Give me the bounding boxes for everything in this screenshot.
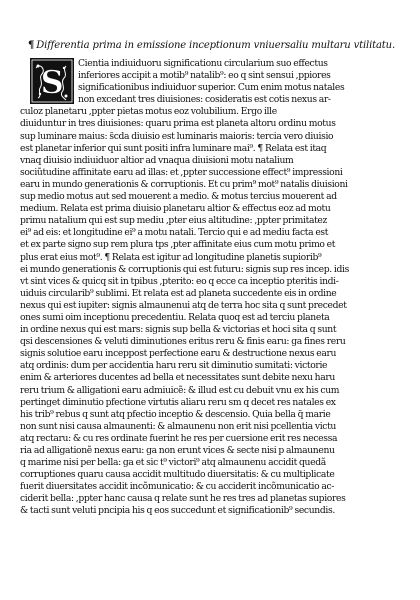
text-line: sup luminare maius: s̃cda diuisio est luminaris maioris: tercia vero diuisio <box>20 130 334 142</box>
text-line: ria ad alligationẽ nexus earu: ga non erunt vices & secte nisi p almaunenu <box>20 445 335 456</box>
text-line: plus erat eius mot⁹. ¶ Relata est igitur ad longitudine planetis supiorib⁹ <box>20 251 322 263</box>
text-line: non excedant tres diuisiones: cosideratis est cotis nexus ar- <box>78 94 331 106</box>
text-line: sup medio motus aut sed mouerent a medio. & motus tercius mouerent ad <box>20 191 337 203</box>
text-line: in ordine nexus qui est mars: signis sup bella & victorias et hoci sita q sunt <box>20 324 337 336</box>
text-line: atq ordinis: dum per accidentia haru reru sit diminutio sumitati: victorie <box>20 360 328 372</box>
text-line: non sunt nisi causa almaunenti: & almaunenu non erit nisi pcellentia victu <box>20 420 337 432</box>
text-line: significationibus indiuiduor superior. Cum enim motus natales <box>78 82 345 94</box>
text-line: earu in mundo generationis & corruptionis. Et cu prim⁹ mot⁹ natalis diuisioni <box>20 178 348 190</box>
initial-letter: S <box>40 63 64 101</box>
text-line: primu natalium qui est sup mediu ,pter eius altitudine: ,ppter primitatez <box>20 215 328 227</box>
paragraph-mark: ¶ <box>28 40 35 51</box>
text-line: ciderit bella: ,ppter hanc causa q relate sunt he res tres ad planetas supiores <box>20 493 346 505</box>
text-line: diuiduntur in tres diuisiones: quaru prima est planeta altoru ordinu motus <box>20 118 336 130</box>
text-line: & tacti sunt veluti pncipia his q eos succedunt et significationib⁹ secundis. <box>20 505 335 517</box>
body-text <box>20 58 396 518</box>
text-line: ones sumi oim inceptionu precedentiu. Relata quoq est ad terciu planeta <box>20 311 330 323</box>
text-line: corruptiones quaru causa accidit multitudo diuersitatis: & cu multiplicate <box>20 469 335 481</box>
text-line: vnaq diuisio indiuiduor altior ad vnaqua diuisioni motu natalium <box>20 154 294 166</box>
text-line: pertinget diminutio pfectione virtutis aliaru reru sm q decet res natales ex <box>20 396 336 408</box>
decorated-initial-icon <box>30 58 74 104</box>
chapter-heading <box>28 40 396 52</box>
text-line: nexus qui est iupiter: signis almaunenui atq de terra hoc sita q sunt precedet <box>20 299 347 311</box>
text-line: atq rectaru: & cu res ordinate fuerint he res per cuersione erit res necessa <box>20 432 338 444</box>
text-line: et ex parte signo sup rem plura tps ,pter affinitate eius cum motu primo et <box>20 239 336 251</box>
text-line: medium. Relata est prima diuisio planetaru altior & effectus eoz ad motu <box>20 203 331 215</box>
decorated-initial <box>30 58 74 104</box>
text-line: uiduis circularib⁹ sublimi. Et relata est ad planeta succedente eis in ordine <box>20 287 337 299</box>
text-line: enim & arteriores ducentes ad bella et necessitates sunt debite nexu haru <box>20 372 335 384</box>
text-line: fuerit diuersitates accidit incõmunicatio: & cu acciderit incõmunicatio ac- <box>20 481 335 493</box>
text-line: Cientia indiuiduoru significationu circularium suo effectus <box>78 58 328 69</box>
text-line: qsi descensiones & veluti diminutiones eritus reru & finis earu: ga fines reru <box>20 336 346 348</box>
text-line: inferiores accipit a motib⁹ natalib⁹: eo q sint sensui ,ppiores <box>78 70 331 82</box>
text-line: sociũtudine affinitate earu ad illas: et ,ppter successione effect⁹ impressioni <box>20 166 343 178</box>
text-line: ei⁹ ad eis: et longitudine ei⁹ a motu natali. Tercio qui e ad mediu facta est <box>20 227 329 239</box>
text-line: culoz planetaru ,ppter pietas motus eoz volubilium. Ergo ille <box>20 106 277 118</box>
text-line: his trib⁹ rebus q sunt atq pfectio inceptio & descensio. Quia bella q̃ marie <box>20 408 331 420</box>
text-line: est planetar inferior qui sunt positi infra luminare mai⁹. ¶ Relata est itaq <box>20 142 327 154</box>
text-line: ei mundo generationis & corruptionis qui est futuru: signis sup res incep. idis <box>20 263 349 275</box>
text-line: vt sint vices & quicq sit in tpibus ,pterito: eo q ecce ca inceptio pteritis indi- <box>20 275 339 287</box>
chapter-heading-text: Differentia prima in emissione inceptionum vniuersaliu multaru vtilitatu. <box>36 40 395 51</box>
text-lines <box>20 58 396 518</box>
text-line: q marime nisi per bella: ga et sic t⁹ victori⁹ atq almaunenu accidit quedã <box>20 457 326 469</box>
text-line: signis solutioe earu inceppost perfectione earu & destructione nexus earu <box>20 348 337 360</box>
text-line: reru trium & alligationi earu admiuicẽ: & illud est cu debuit vnu ex his cum <box>20 384 340 396</box>
